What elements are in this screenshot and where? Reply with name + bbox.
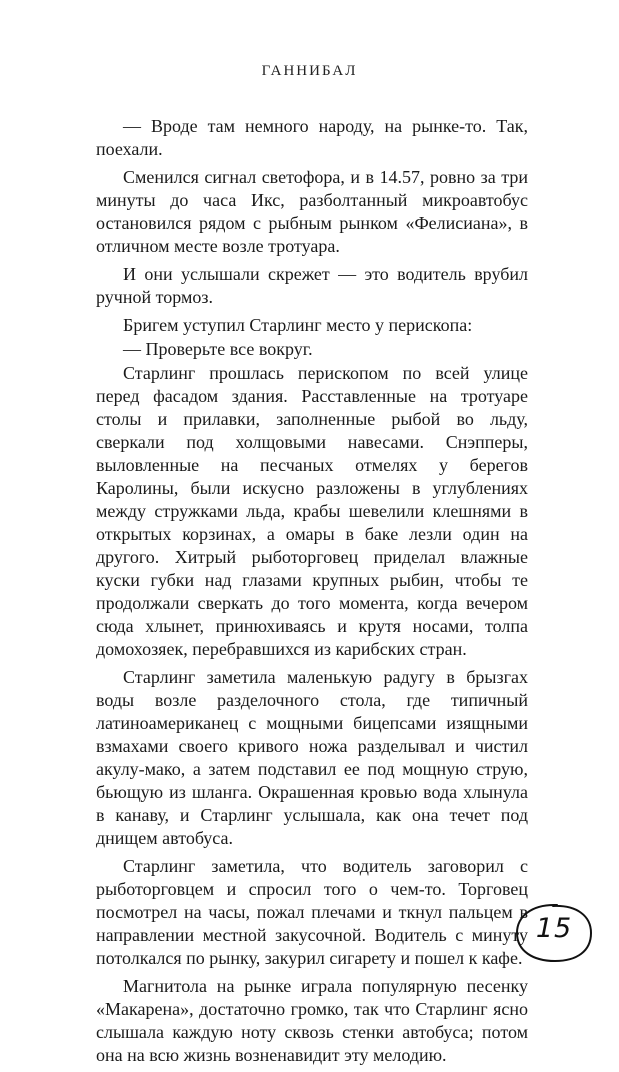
paragraph: — Вроде там немного народу, на рынке-то. Так, поехали. — [96, 116, 528, 159]
running-head: ГАННИБАЛ — [261, 63, 358, 79]
page-number-badge — [511, 901, 597, 965]
paragraph: Бригем уступил Старлинг место у перископа: — [123, 315, 473, 335]
page-number: 15 — [535, 913, 573, 944]
paragraph: Старлинг прошлась перископом по всей улице перед фасадом здания. Расставленные на тротуаре столы и прилавки, заполненные рыбой во льду, сверкали под холщовыми навесами. Снэпперы, выловленные на песчаных отмелях у берегов Каролины, были искусно разложены в углублениях между стружками льда, крабы шевелили клешнями в открытых корзинах, а омары в баке лезли один на другого. Хитрый рыботорговец приделал влажные куски губки над глазами крупных рыбин, чтобы те продолжали сверкать до того момента, когда вечером сюда хлынет, принюхиваясь и крутя носами, толпа домохозяек, перебравшихся из карибских стран. — [96, 363, 528, 659]
paragraph: Старлинг заметила маленькую радугу в брызгах воды возле разделочного стола, где типичный латиноамериканец с мощными бицепсами изящными взмахами своего кривого ножа разделывал и чистил акулу-мако, а затем подставил ее под мощную струю, бьющую из шланга. Окрашенная кровью вода хлынула в канаву, и Старлинг услышала, как она течет под днищем автобуса. — [96, 667, 528, 848]
paragraph: Сменился сигнал светофора, и в 14.57, ровно за три минуты до часа Икс, разболтанный микроавтобус остановился рядом с рыбным рынком «Фелисиана», в отличном месте возле тротуара. — [96, 167, 528, 256]
body-text — [96, 115, 528, 1072]
paragraph: И они услышали скрежет — это водитель врубил ручной тормоз. — [96, 264, 528, 307]
paragraph: Старлинг заметила, что водитель заговорил с рыботорговцем и спросил того о чем-то. Торговец посмотрел на часы, пожал плечами и ткнул пальцем в направлении местной закусочной. Водитель с минуту потолкался по рынку, закурил сигарету и пошел к кафе. — [96, 856, 528, 968]
paragraph: — Проверьте все вокруг. — [123, 339, 313, 359]
paragraph: Магнитола на рынке играла популярную песенку «Макарена», достаточно громко, так что Старлинг ясно слышала каждую ноту сквозь стенки автобуса; потом она на всю жизнь возненавидит эту мелодию. — [96, 976, 528, 1065]
